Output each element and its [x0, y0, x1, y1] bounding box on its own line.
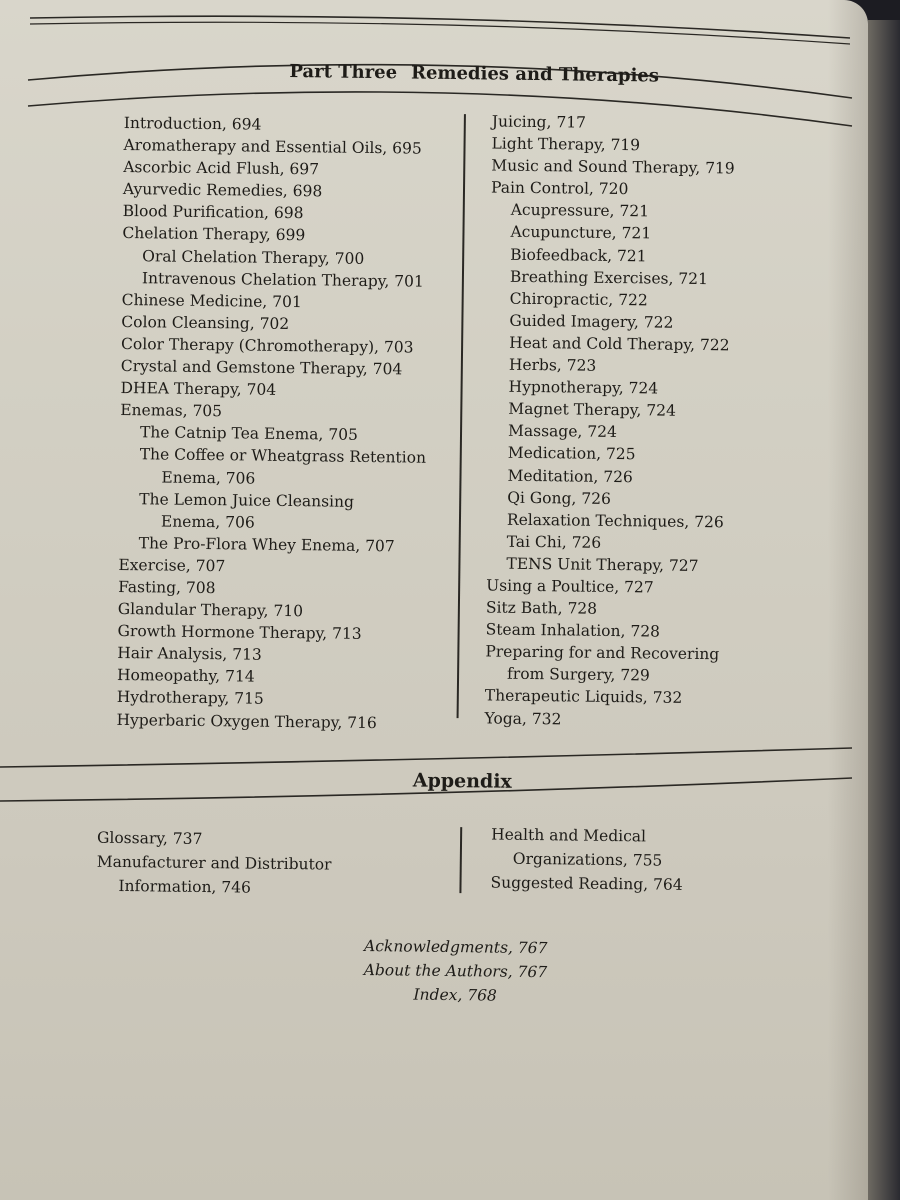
column-divider	[457, 114, 466, 718]
toc-entry: Suggested Reading, 764	[490, 873, 683, 894]
appendix-heading: Appendix	[412, 769, 512, 793]
book-edge	[868, 20, 900, 1200]
toc-subentry: Acupuncture, 721	[510, 223, 652, 243]
toc-entry: Sitz Bath, 728	[485, 598, 598, 618]
toc-subentry: Herbs, 723	[508, 355, 597, 375]
toc-subentry: Hypnotherapy, 724	[508, 377, 659, 398]
toc-subentry: Magnet Therapy, 724	[508, 399, 676, 420]
toc-entry: Growth Hormone Therapy, 713	[117, 622, 362, 644]
toc-entry: Manufacturer and Distributor	[96, 852, 332, 874]
toc-entry: Ayurvedic Remedies, 698	[122, 180, 323, 201]
toc-subentry: Meditation, 726	[507, 466, 633, 486]
toc-subentry: Massage, 724	[507, 422, 617, 442]
toc-entry: Colon Cleansing, 702	[121, 312, 290, 333]
toc-entry: Color Therapy (Chromotherapy), 703	[120, 334, 414, 357]
toc-entry-continuation: Organizations, 755	[512, 849, 663, 870]
toc-entry: Aromatherapy and Essential Oils, 695	[123, 136, 422, 158]
toc-subentry: Qi Gong, 726	[507, 488, 612, 508]
toc-entry: Chelation Therapy, 699	[122, 224, 306, 245]
toc-entry: Hyperbaric Oxygen Therapy, 716	[116, 710, 377, 732]
toc-entry: Homeopathy, 714	[116, 666, 255, 686]
toc-entry: Crystal and Gemstone Therapy, 704	[120, 356, 403, 379]
toc-entry: Juicing, 717	[491, 112, 587, 132]
appendix-left-column	[96, 826, 332, 901]
toc-entry: Music and Sound Therapy, 719	[491, 156, 735, 178]
toc-entry: Light Therapy, 719	[491, 134, 641, 155]
toc-entry: Chinese Medicine, 701	[121, 290, 302, 311]
appendix-divider	[459, 827, 461, 893]
toc-subentry: Breathing Exercises, 721	[509, 267, 709, 288]
toc-entry: Glossary, 737	[96, 828, 203, 848]
toc-subentry: The Pro-Flora Whey Enema, 707	[138, 533, 395, 556]
toc-subentry: Biofeedback, 721	[510, 245, 647, 265]
toc-subentry: Tai Chi, 726	[506, 532, 602, 552]
toc-entry: Hydrotherapy, 715	[116, 688, 264, 709]
toc-entry: Blood Purification, 698	[122, 202, 304, 223]
toc-subentry: Guided Imagery, 722	[509, 311, 674, 332]
toc-subentry: Acupressure, 721	[510, 201, 650, 221]
toc-subentry: Heat and Cold Therapy, 722	[509, 333, 730, 355]
toc-entry: Hair Analysis, 713	[117, 644, 262, 664]
left-toc-column	[116, 112, 430, 734]
toc-subentry: The Lemon Juice Cleansing	[139, 489, 355, 511]
part-heading	[289, 61, 659, 87]
back-matter-entry: Index, 768	[413, 985, 497, 1005]
toc-entry-continuation: Information, 746	[118, 876, 252, 897]
back-matter-list	[295, 933, 616, 1009]
toc-entry: Enemas, 705	[120, 401, 223, 421]
part-title: Remedies and Therapies	[410, 62, 660, 87]
toc-entry-continuation: Enema, 706	[160, 512, 255, 532]
part-label: Part Three	[289, 60, 398, 84]
toc-entry: Preparing for and Recovering	[485, 642, 720, 664]
toc-subentry: The Coffee or Wheatgrass Retention	[139, 445, 427, 468]
back-matter-entry: About the Authors, 767	[363, 960, 548, 982]
toc-entry: Therapeutic Liquids, 732	[484, 686, 683, 708]
toc-entry-continuation: Enema, 706	[161, 467, 256, 488]
right-toc-column	[484, 110, 735, 732]
toc-subentry: Oral Chelation Therapy, 700	[142, 246, 365, 268]
toc-entry: Glandular Therapy, 710	[117, 600, 304, 621]
toc-subentry: Medication, 725	[507, 444, 636, 464]
toc-subentry: The Catnip Tea Enema, 705	[139, 423, 358, 445]
back-matter-entry: Acknowledgments, 767	[364, 936, 548, 958]
toc-entry: Pain Control, 720	[490, 178, 629, 199]
toc-subentry: Chiropractic, 722	[509, 289, 648, 310]
toc-subentry: Intravenous Chelation Therapy, 701	[141, 268, 424, 291]
toc-entry: Using a Poultice, 727	[486, 576, 654, 597]
toc-subentry: Relaxation Techniques, 726	[506, 510, 724, 532]
toc-entry-continuation: from Surgery, 729	[506, 665, 650, 685]
toc-entry: DHEA Therapy, 704	[120, 379, 277, 399]
toc-entry: Health and Medical	[491, 825, 647, 846]
toc-entry: Introduction, 694	[123, 113, 262, 134]
toc-entry: Exercise, 707	[118, 555, 226, 576]
toc-entry: Yoga, 732	[484, 708, 562, 728]
appendix-right-column	[490, 823, 683, 897]
toc-subentry: TENS Unit Therapy, 727	[506, 554, 699, 575]
toc-entry: Fasting, 708	[118, 577, 216, 598]
toc-entry: Steam Inhalation, 728	[485, 620, 661, 641]
toc-entry: Ascorbic Acid Flush, 697	[123, 158, 320, 179]
